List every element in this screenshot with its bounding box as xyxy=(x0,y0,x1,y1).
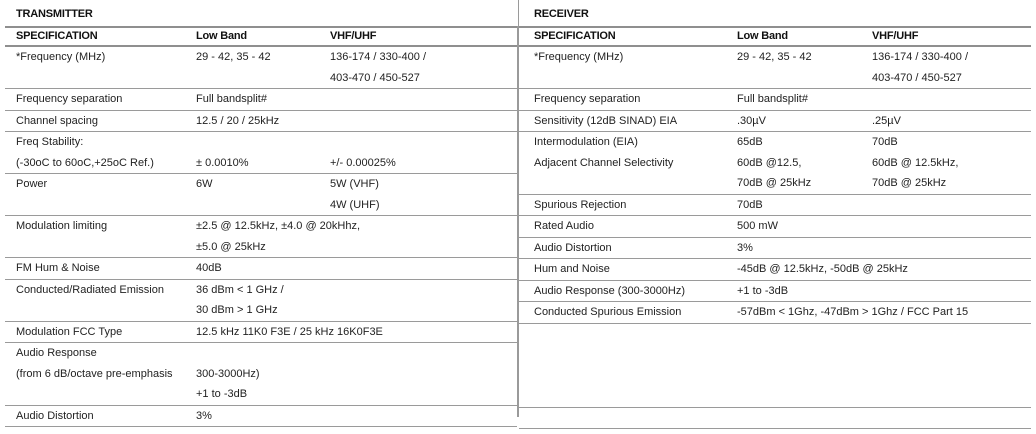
cell-text: Full bandsplit# xyxy=(196,93,267,105)
cell-text xyxy=(330,300,517,321)
cell-text: 70dB xyxy=(737,198,763,211)
empty-cell xyxy=(519,407,1031,428)
cell-text xyxy=(534,68,737,89)
cell-text xyxy=(330,343,517,364)
cell-text: Channel spacing xyxy=(16,114,98,127)
spec-name-cell xyxy=(519,46,737,89)
low-band-cell xyxy=(737,132,872,195)
cell-text xyxy=(330,132,517,153)
table-row xyxy=(519,132,1031,195)
low-band-cell xyxy=(196,279,330,321)
cell-text: Full bandsplit# xyxy=(737,93,808,105)
vhf-uhf-cell xyxy=(872,46,1031,89)
cell-text xyxy=(534,173,737,194)
table-row xyxy=(519,194,1031,216)
low-band-cell xyxy=(196,174,330,216)
transmitter-title: TRANSMITTER xyxy=(16,8,93,20)
cell-text: 300-3000Hz) xyxy=(196,367,260,380)
cell-text: 29 - 42, 35 - 42 xyxy=(196,51,271,63)
cell-text: Frequency separation xyxy=(534,93,641,105)
cell-text: (from 6 dB/octave pre-emphasis xyxy=(16,367,173,380)
spec-name-cell xyxy=(5,89,196,111)
cell-text: Freq Stability: xyxy=(16,136,84,148)
cell-text: 12.5 / 20 / 25kHz xyxy=(196,114,280,127)
spec-name-cell xyxy=(519,280,737,302)
cell-text xyxy=(16,237,196,258)
empty-row xyxy=(519,407,1031,428)
spec-name-cell xyxy=(5,343,196,406)
cell-text: Power xyxy=(16,178,48,190)
cell-text: Modulation limiting xyxy=(16,220,108,232)
low-band-cell xyxy=(737,194,872,216)
cell-text xyxy=(196,343,330,364)
cell-text: Audio Distortion xyxy=(534,241,612,254)
table-row xyxy=(519,259,1031,281)
low-band-cell xyxy=(196,216,517,258)
spec-name-cell xyxy=(519,216,737,238)
table-row xyxy=(5,343,517,406)
vhf-uhf-cell xyxy=(872,194,1031,216)
spec-name-cell xyxy=(519,89,737,111)
cell-text: +1 to -3dB xyxy=(737,284,789,297)
spec-name-cell xyxy=(519,237,737,259)
vhf-uhf-cell xyxy=(872,280,1031,302)
low-band-cell xyxy=(737,302,1031,324)
table-row xyxy=(5,132,517,174)
cell-text: 12.5 kHz 11K0 F3E / 25 kHz 16K0F3E xyxy=(196,325,383,338)
cell-text xyxy=(196,132,330,153)
vhf-uhf-cell xyxy=(330,46,517,89)
low-band-cell xyxy=(737,46,872,89)
cell-text: 403-470 / 450-527 xyxy=(330,71,420,84)
cell-text: Frequency separation xyxy=(16,93,123,105)
table-row xyxy=(5,216,517,258)
vhf-uhf-cell xyxy=(872,132,1031,195)
low-band-cell xyxy=(737,259,1031,281)
cell-text: Rated Audio xyxy=(534,220,594,232)
vhf-uhf-cell xyxy=(872,237,1031,259)
cell-text xyxy=(872,195,1031,216)
cell-text: Audio Response (300-3000Hz) xyxy=(534,284,686,297)
table-row xyxy=(519,237,1031,259)
cell-text: 29 - 42, 35 - 42 xyxy=(737,51,812,63)
cell-text: FM Hum & Noise xyxy=(16,262,100,274)
cell-text xyxy=(330,111,517,132)
spec-name-cell xyxy=(5,258,196,280)
spec-name-cell xyxy=(519,302,737,324)
table-row xyxy=(5,279,517,321)
spec-name-cell xyxy=(5,321,196,343)
low-band-cell xyxy=(196,258,330,280)
vhf-uhf-cell xyxy=(330,110,517,132)
cell-text: 5W (VHF) xyxy=(330,178,379,190)
vhf-uhf-cell xyxy=(330,343,517,406)
cell-text xyxy=(330,384,517,405)
cell-text: Sensitivity (12dB SINAD) EIA xyxy=(534,114,678,127)
empty-cell xyxy=(519,323,1031,407)
table-row xyxy=(5,89,517,111)
cell-text: 136-174 / 330-400 / xyxy=(872,51,969,63)
cell-text: .30µV xyxy=(737,114,766,127)
header-low-band: Low Band xyxy=(196,30,247,42)
table-row xyxy=(5,405,517,427)
low-band-cell xyxy=(737,110,872,132)
cell-text: ± 0.0010% xyxy=(196,156,249,169)
cell-text: +1 to -3dB xyxy=(196,388,248,400)
cell-text: 70dB @ 25kHz xyxy=(872,177,947,189)
cell-text: 6W xyxy=(196,178,213,190)
cell-text xyxy=(16,384,196,405)
spec-name-cell xyxy=(5,132,196,174)
cell-text xyxy=(16,300,196,321)
table-row xyxy=(5,46,517,89)
table-row xyxy=(519,110,1031,132)
table-row xyxy=(5,110,517,132)
cell-text: Hum and Noise xyxy=(534,263,610,275)
header-vhf-uhf: VHF/UHF xyxy=(330,30,377,42)
cell-text: ±2.5 @ 12.5kHz, ±4.0 @ 20kHhz, xyxy=(196,220,361,232)
receiver-rows xyxy=(519,46,1031,428)
vhf-uhf-cell xyxy=(330,132,517,174)
table-row xyxy=(5,258,517,280)
table-row xyxy=(519,46,1031,89)
cell-text: *Frequency (MHz) xyxy=(534,51,624,63)
cell-text xyxy=(872,281,1031,302)
spec-name-cell xyxy=(519,259,737,281)
cell-text xyxy=(16,195,196,216)
cell-text: Intermodulation (EIA) xyxy=(534,136,638,148)
low-band-cell xyxy=(196,132,330,174)
header-low-band: Low Band xyxy=(737,30,788,42)
table-row xyxy=(519,302,1031,324)
vhf-uhf-cell xyxy=(330,89,517,111)
cell-text xyxy=(330,280,517,301)
low-band-cell xyxy=(196,321,517,343)
transmitter-rows xyxy=(5,46,517,427)
low-band-cell xyxy=(737,89,872,111)
receiver-panel xyxy=(518,0,1031,417)
cell-text xyxy=(330,364,517,385)
cell-text: Spurious Rejection xyxy=(534,198,627,211)
transmitter-spec-table xyxy=(5,26,517,427)
cell-text: 40dB xyxy=(196,262,222,274)
cell-text xyxy=(737,68,872,89)
receiver-title: RECEIVER xyxy=(534,8,589,20)
header-vhf-uhf: VHF/UHF xyxy=(872,30,919,42)
spec-name-cell xyxy=(5,174,196,216)
spec-name-cell xyxy=(519,110,737,132)
cell-text xyxy=(330,406,517,427)
cell-text: Audio Distortion xyxy=(16,409,94,422)
cell-text: 3% xyxy=(196,409,212,422)
cell-text: 403-470 / 450-527 xyxy=(872,71,962,84)
cell-text: 136-174 / 330-400 / xyxy=(330,51,427,63)
low-band-cell xyxy=(196,405,330,427)
spec-name-cell xyxy=(5,405,196,427)
cell-text xyxy=(330,258,517,279)
cell-text: 60dB @ 12.5kHz, xyxy=(872,156,959,169)
cell-text: -57dBm < 1Ghz, -47dBm > 1Ghz / FCC Part 15 xyxy=(737,306,969,318)
cell-text xyxy=(196,195,330,216)
cell-text: +/- 0.00025% xyxy=(330,156,396,169)
vhf-uhf-cell xyxy=(872,110,1031,132)
cell-text: 70dB xyxy=(872,136,898,148)
cell-text: .25µV xyxy=(872,114,901,127)
receiver-spec-table xyxy=(519,26,1031,429)
cell-text xyxy=(16,68,196,89)
cell-text: 65dB xyxy=(737,136,763,148)
vhf-uhf-cell xyxy=(872,89,1031,111)
table-row xyxy=(5,321,517,343)
cell-text: 3% xyxy=(737,241,753,254)
spec-name-cell xyxy=(519,194,737,216)
low-band-cell xyxy=(196,110,330,132)
cell-text: 70dB @ 25kHz xyxy=(737,177,812,189)
vhf-uhf-cell xyxy=(330,258,517,280)
table-row xyxy=(519,89,1031,111)
cell-text: *Frequency (MHz) xyxy=(16,51,106,63)
table-header-row xyxy=(5,27,517,46)
low-band-cell xyxy=(196,343,330,406)
cell-text: 4W (UHF) xyxy=(330,198,380,211)
cell-text: 30 dBm > 1 GHz xyxy=(196,304,278,316)
table-row xyxy=(519,216,1031,238)
cell-text: ±5.0 @ 25kHz xyxy=(196,240,266,253)
cell-text: Audio Response xyxy=(16,347,97,359)
cell-text: Modulation FCC Type xyxy=(16,325,123,338)
cell-text xyxy=(330,89,517,110)
vhf-uhf-cell xyxy=(330,279,517,321)
cell-text xyxy=(872,238,1031,259)
low-band-cell xyxy=(737,237,872,259)
low-band-cell xyxy=(737,216,872,238)
cell-text: Conducted Spurious Emission xyxy=(534,306,682,318)
cell-text: 60dB @12.5, xyxy=(737,156,802,169)
vhf-uhf-cell xyxy=(872,216,1031,238)
cell-text xyxy=(872,89,1031,110)
cell-text: 36 dBm < 1 GHz / xyxy=(196,283,284,296)
table-row xyxy=(519,280,1031,302)
table-header-row xyxy=(519,27,1031,46)
cell-text: Adjacent Channel Selectivity xyxy=(534,156,674,169)
spec-name-cell xyxy=(519,132,737,195)
low-band-cell xyxy=(196,89,330,111)
header-specification: SPECIFICATION xyxy=(534,30,616,42)
spec-name-cell xyxy=(5,279,196,321)
cell-text xyxy=(872,216,1031,237)
cell-text: 500 mW xyxy=(737,220,778,232)
spec-name-cell xyxy=(5,46,196,89)
spec-name-cell xyxy=(5,216,196,258)
low-band-cell xyxy=(737,280,872,302)
vhf-uhf-cell xyxy=(330,174,517,216)
spec-name-cell xyxy=(5,110,196,132)
header-specification: SPECIFICATION xyxy=(16,30,98,42)
empty-row xyxy=(519,323,1031,407)
vhf-uhf-cell xyxy=(330,405,517,427)
cell-text: -45dB @ 12.5kHz, -50dB @ 25kHz xyxy=(737,263,908,275)
low-band-cell xyxy=(196,46,330,89)
cell-text: Conducted/Radiated Emission xyxy=(16,283,164,296)
cell-text xyxy=(196,68,330,89)
cell-text: (-30oC to 60oC,+25oC Ref.) xyxy=(16,156,154,169)
table-row xyxy=(5,174,517,216)
